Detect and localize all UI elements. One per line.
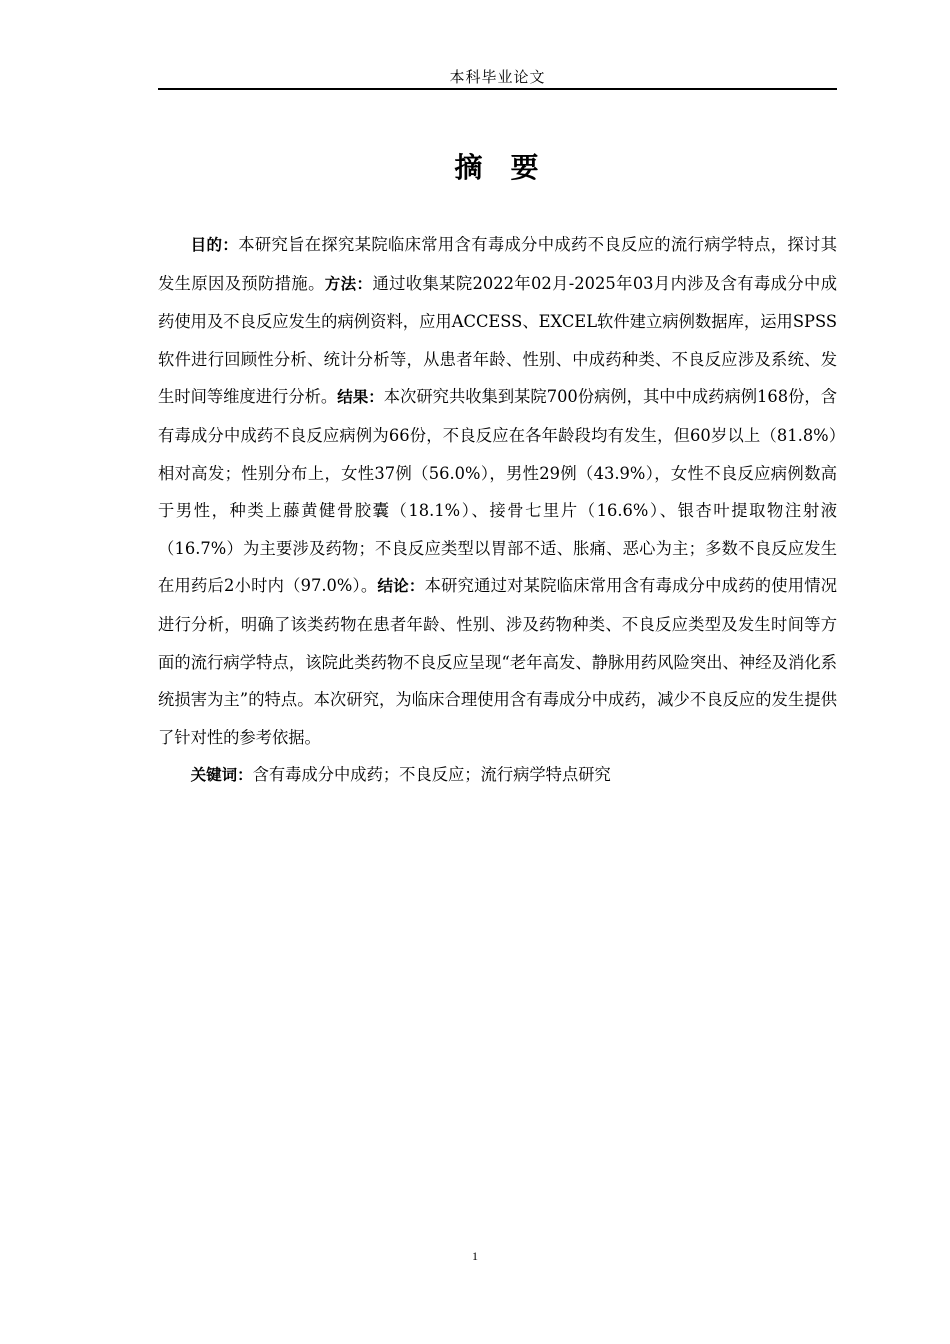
keywords-text: 含有毒成分中成药；不良反应；流行病学特点研究: [252, 765, 611, 785]
keywords-label: 关键词：: [190, 766, 253, 785]
objective-text: 本研究旨在探究某院临床常用含有毒成分中成药不良反应的流行病学特点，探讨其发生原因及预防措施。: [158, 235, 837, 293]
abstract-paragraph: [158, 226, 837, 756]
title-char-2: 要: [510, 151, 541, 184]
method-text: 通过收集某院2022年02月-2025年03月内涉及含有毒成分中成药使用及不良反应发生的病例资料，应用ACCESS、EXCEL软件建立病例数据库，运用SPSS软件进行回顾性分析、统计分析等，从患者年龄、性别、中成药种类、不良反应涉及系统、发生时间等维度进行分析。: [158, 273, 837, 407]
method-label: 方法：: [324, 274, 373, 293]
page-number: 1: [472, 1249, 478, 1263]
conclusion-label: 结论：: [377, 577, 425, 596]
keywords-line: [158, 756, 837, 795]
result-label: 结果：: [337, 388, 384, 407]
header-rule: [158, 88, 837, 90]
page-header: 本科毕业论文: [449, 68, 546, 86]
result-text: 本次研究共收集到某院700份病例，其中中成药病例168份，含有毒成分中成药不良反应病例为66份，不良反应在各年龄段均有发生，但60岁以上（81.8%）相对高发；性别分布上，女性37例（56.0%），男性29例（43.9%），女性不良反应病例数高于男性，种类上藤黄健骨胶囊（18.1%）、接骨七里片（16.6%）、银杏叶提取物注射液（16.7%）为主要涉及药物；不良反应类型以胃部不适、胀痛、恶心为主；多数不良反应发生在用药后2小时内（97.0%）。: [158, 387, 837, 596]
title-char-1: 摘: [454, 151, 485, 184]
objective-label: 目的：: [190, 236, 239, 254]
abstract-title: [158, 146, 837, 186]
conclusion-text: 本研究通过对某院临床常用含有毒成分中成药的使用情况进行分析，明确了该类药物在患者年龄、性别、涉及药物种类、不良反应类型及发生时间等方面的流行病学特点，该院此类药物不良反应呈现“老年高发、静脉用药风险突出、神经及消化系统损害为主”的特点。本次研究，为临床合理使用含有毒成分中成药，减少不良反应的发生提供了针对性的参考依据。: [158, 576, 837, 747]
abstract-body: [158, 226, 837, 795]
